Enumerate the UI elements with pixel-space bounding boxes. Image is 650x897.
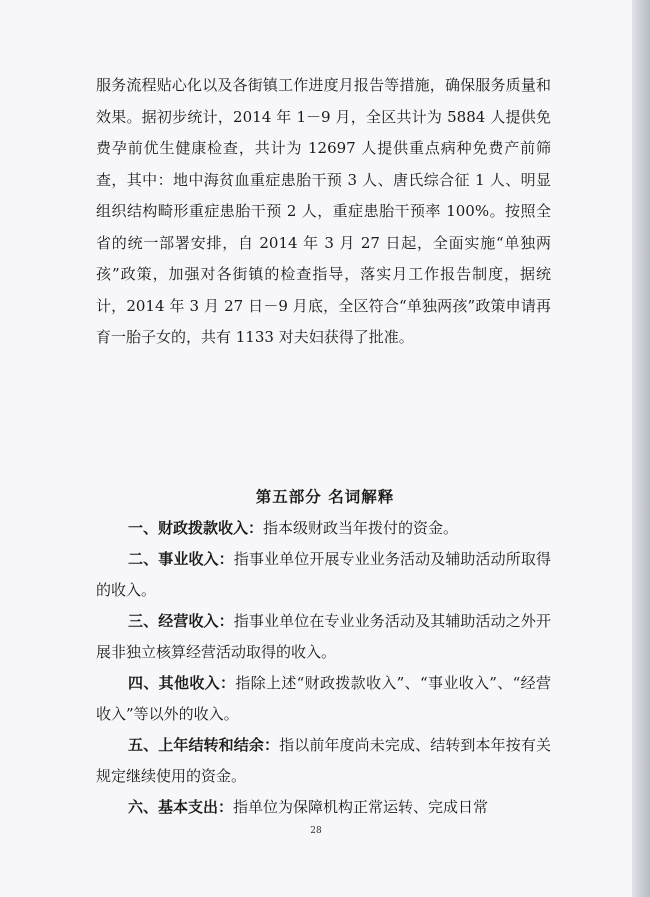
definition-text: 指除上述“财政拨款收入”、“事业收入”、“经营收入”等以外的收入。 xyxy=(96,674,551,723)
definition-item xyxy=(96,606,551,668)
definition-text: 指事业单位开展专业业务活动及辅助活动所取得的收入。 xyxy=(96,550,551,599)
definition-item xyxy=(96,792,551,823)
definition-term: 三、经营收入： xyxy=(128,612,234,630)
definition-text: 指本级财政当年拨付的资金。 xyxy=(263,519,459,537)
body-paragraph: 服务流程贴心化以及各街镇工作进度月报告等措施，确保服务质量和效果。据初步统计，2014 年 1－9 月，全区共计为 5884 人提供免费孕前优生健康检查，共计为 12697 人提供重点病种免费产前筛查，其中：地中海贫血重症患胎干预 3 人、唐氏综合征 1 人、明显组织结构畸形重症患胎干预 2 人，重症患胎干预率 100%。按照全省的统一部署安排，自 2014 年 3 月 27 日起，全面实施“单独两孩”政策，加强对各街镇的检查指导，落实月工作报告制度，据统计，2014 年 3 月 27 日－9 月底，全区符合“单独两孩”政策申请再育一胎子女的，共有 1133 对夫妇获得了批准。 xyxy=(96,76,551,346)
definition-term: 一、财政拨款收入： xyxy=(128,519,264,537)
definition-item xyxy=(96,544,551,606)
definition-term: 四、其他收入： xyxy=(128,674,236,692)
definition-text: 指单位为保障机构正常运转、完成日常 xyxy=(233,798,489,816)
definition-item xyxy=(96,668,551,730)
definition-text: 指事业单位在专业业务活动及其辅助活动之外开展非独立核算经营活动取得的收入。 xyxy=(96,612,551,661)
definition-text: 指以前年度尚未完成、结转到本年按有关规定继续使用的资金。 xyxy=(96,736,551,785)
definition-term: 二、事业收入： xyxy=(128,550,234,568)
definition-term: 六、基本支出： xyxy=(128,798,234,816)
scan-edge xyxy=(632,0,650,897)
section-title: 第五部分 名词解释 xyxy=(255,487,395,506)
page-number: 28 xyxy=(310,826,322,836)
definition-item xyxy=(96,513,551,544)
definition-item xyxy=(96,730,551,792)
definition-term: 五、上年结转和结余： xyxy=(128,736,280,754)
